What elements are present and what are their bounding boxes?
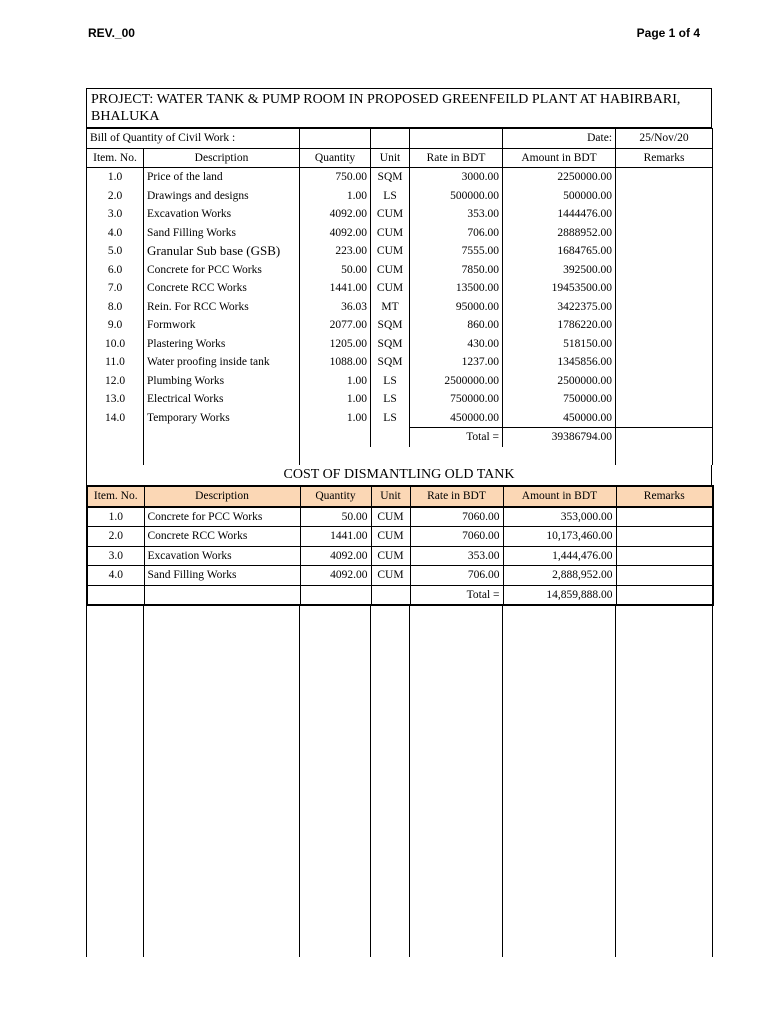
item-no: 11.0 xyxy=(87,353,144,372)
item-no: 5.0 xyxy=(87,242,144,261)
item-remarks xyxy=(616,409,713,428)
item-desc: Excavation Works xyxy=(144,546,300,566)
blank-row xyxy=(87,606,713,957)
item-unit: CUM xyxy=(371,566,410,586)
item-rate: 7060.00 xyxy=(410,527,503,547)
item-rate: 7555.00 xyxy=(410,242,503,261)
item-amount: 1786220.00 xyxy=(503,316,616,335)
dm-col-amount: Amount in BDT xyxy=(503,486,616,507)
item-desc: Concrete RCC Works xyxy=(144,279,300,298)
item-qty: 1441.00 xyxy=(300,527,371,547)
item-desc: Concrete RCC Works xyxy=(144,527,300,547)
item-amount: 2250000.00 xyxy=(503,168,616,187)
item-unit: CUM xyxy=(371,507,410,527)
item-unit: CUM xyxy=(371,242,410,261)
item-unit: CUM xyxy=(371,527,410,547)
item-unit: CUM xyxy=(371,224,410,243)
item-unit: SQM xyxy=(371,335,410,354)
item-qty: 750.00 xyxy=(300,168,371,187)
boq-sheet xyxy=(86,88,712,962)
item-amount: 750000.00 xyxy=(503,390,616,409)
dismantling-total-label: Total = xyxy=(410,585,503,605)
item-qty: 36.03 xyxy=(300,298,371,317)
item-no: 6.0 xyxy=(87,261,144,280)
civil-total-row xyxy=(87,428,713,447)
item-qty: 50.00 xyxy=(300,507,371,527)
item-amount: 3422375.00 xyxy=(503,298,616,317)
item-amount: 2500000.00 xyxy=(503,372,616,391)
date-label: Date: xyxy=(503,129,616,149)
dismantling-total-amount: 14,859,888.00 xyxy=(503,585,616,605)
project-title: PROJECT: WATER TANK & PUMP ROOM IN PROPOSED GREENFEILD PLANT AT HABIRBARI, BHALUKA xyxy=(87,89,712,128)
civil-total-label: Total = xyxy=(410,428,503,447)
col-remarks: Remarks xyxy=(616,148,713,168)
dm-col-rate: Rate in BDT xyxy=(410,486,503,507)
item-rate: 13500.00 xyxy=(410,279,503,298)
item-qty: 1.00 xyxy=(300,390,371,409)
item-qty: 2077.00 xyxy=(300,316,371,335)
item-desc: Sand Filling Works xyxy=(144,224,300,243)
item-rate: 430.00 xyxy=(410,335,503,354)
item-no: 2.0 xyxy=(87,527,144,547)
item-qty: 1088.00 xyxy=(300,353,371,372)
dismantling-item-row xyxy=(87,527,713,547)
item-no: 2.0 xyxy=(87,187,144,206)
item-qty: 1441.00 xyxy=(300,279,371,298)
item-desc: Formwork xyxy=(144,316,300,335)
dismantling-item-row xyxy=(87,546,713,566)
item-rate: 450000.00 xyxy=(410,409,503,428)
item-unit: CUM xyxy=(371,546,410,566)
item-amount: 500000.00 xyxy=(503,187,616,206)
item-unit: CUM xyxy=(371,205,410,224)
item-desc: Excavation Works xyxy=(144,205,300,224)
civil-item-row xyxy=(87,390,713,409)
revision-label: REV._00 xyxy=(88,26,135,40)
item-remarks xyxy=(616,390,713,409)
item-no: 3.0 xyxy=(87,205,144,224)
item-unit: MT xyxy=(371,298,410,317)
civil-item-row xyxy=(87,316,713,335)
item-amount: 10,173,460.00 xyxy=(503,527,616,547)
dismantling-header-row xyxy=(87,486,713,507)
blank-area-table xyxy=(86,606,713,957)
item-remarks xyxy=(616,527,713,547)
civil-total-amount: 39386794.00 xyxy=(503,428,616,447)
col-rate: Rate in BDT xyxy=(410,148,503,168)
item-desc: Plumbing Works xyxy=(144,372,300,391)
item-unit: LS xyxy=(371,409,410,428)
item-remarks xyxy=(616,507,713,527)
item-amount: 450000.00 xyxy=(503,409,616,428)
item-rate: 860.00 xyxy=(410,316,503,335)
civil-item-row xyxy=(87,372,713,391)
item-qty: 223.00 xyxy=(300,242,371,261)
civil-item-row xyxy=(87,279,713,298)
boq-header-row xyxy=(87,129,713,149)
item-no: 14.0 xyxy=(87,409,144,428)
civil-item-row xyxy=(87,224,713,243)
dm-col-description: Description xyxy=(144,486,300,507)
item-unit: CUM xyxy=(371,261,410,280)
item-desc: Plastering Works xyxy=(144,335,300,354)
item-remarks xyxy=(616,205,713,224)
item-desc: Water proofing inside tank xyxy=(144,353,300,372)
civil-spacer-row xyxy=(87,447,713,466)
dismantling-table xyxy=(86,485,714,606)
item-desc: Concrete for PCC Works xyxy=(144,507,300,527)
item-remarks xyxy=(616,187,713,206)
item-no: 13.0 xyxy=(87,390,144,409)
civil-item-row xyxy=(87,353,713,372)
item-qty: 50.00 xyxy=(300,261,371,280)
item-desc: Price of the land xyxy=(144,168,300,187)
col-unit: Unit xyxy=(371,148,410,168)
item-rate: 706.00 xyxy=(410,566,503,586)
item-remarks xyxy=(616,279,713,298)
item-no: 4.0 xyxy=(87,224,144,243)
item-rate: 3000.00 xyxy=(410,168,503,187)
civil-item-row xyxy=(87,187,713,206)
item-rate: 2500000.00 xyxy=(410,372,503,391)
item-amount: 1684765.00 xyxy=(503,242,616,261)
item-remarks xyxy=(616,224,713,243)
item-no: 12.0 xyxy=(87,372,144,391)
dismantling-items xyxy=(87,507,713,586)
civil-items xyxy=(87,168,713,428)
item-rate: 353.00 xyxy=(410,546,503,566)
item-amount: 19453500.00 xyxy=(503,279,616,298)
dm-col-quantity: Quantity xyxy=(300,486,371,507)
item-rate: 95000.00 xyxy=(410,298,503,317)
item-amount: 353,000.00 xyxy=(503,507,616,527)
dismantling-item-row xyxy=(87,566,713,586)
item-desc: Rein. For RCC Works xyxy=(144,298,300,317)
item-amount: 1444476.00 xyxy=(503,205,616,224)
item-rate: 500000.00 xyxy=(410,187,503,206)
item-no: 9.0 xyxy=(87,316,144,335)
item-no: 4.0 xyxy=(87,566,144,586)
col-item-no: Item. No. xyxy=(87,148,144,168)
item-remarks xyxy=(616,566,713,586)
item-amount: 1,444,476.00 xyxy=(503,546,616,566)
civil-works-table xyxy=(86,128,713,465)
item-remarks xyxy=(616,546,713,566)
item-unit: SQM xyxy=(371,353,410,372)
dm-col-unit: Unit xyxy=(371,486,410,507)
item-unit: LS xyxy=(371,187,410,206)
item-rate: 7060.00 xyxy=(410,507,503,527)
item-remarks xyxy=(616,335,713,354)
item-rate: 7850.00 xyxy=(410,261,503,280)
item-desc: Concrete for PCC Works xyxy=(144,261,300,280)
item-no: 3.0 xyxy=(87,546,144,566)
page-number: Page 1 of 4 xyxy=(636,26,700,40)
item-desc: Granular Sub base (GSB) xyxy=(144,242,300,261)
date-value: 25/Nov/20 xyxy=(616,129,713,149)
civil-item-row xyxy=(87,409,713,428)
item-rate: 706.00 xyxy=(410,224,503,243)
item-remarks xyxy=(616,261,713,280)
item-qty: 1205.00 xyxy=(300,335,371,354)
col-amount: Amount in BDT xyxy=(503,148,616,168)
civil-item-row xyxy=(87,335,713,354)
col-description: Description xyxy=(144,148,300,168)
item-no: 10.0 xyxy=(87,335,144,354)
item-remarks xyxy=(616,372,713,391)
item-qty: 1.00 xyxy=(300,372,371,391)
item-unit: CUM xyxy=(371,279,410,298)
item-no: 8.0 xyxy=(87,298,144,317)
item-qty: 4092.00 xyxy=(300,566,371,586)
civil-item-row xyxy=(87,168,713,187)
item-qty: 4092.00 xyxy=(300,224,371,243)
dm-col-item-no: Item. No. xyxy=(87,486,144,507)
item-qty: 1.00 xyxy=(300,187,371,206)
project-block xyxy=(86,88,712,128)
item-rate: 750000.00 xyxy=(410,390,503,409)
item-desc: Electrical Works xyxy=(144,390,300,409)
dm-col-remarks: Remarks xyxy=(616,486,713,507)
item-amount: 518150.00 xyxy=(503,335,616,354)
item-no: 1.0 xyxy=(87,168,144,187)
item-unit: LS xyxy=(371,372,410,391)
item-amount: 392500.00 xyxy=(503,261,616,280)
item-remarks xyxy=(616,316,713,335)
item-no: 7.0 xyxy=(87,279,144,298)
item-remarks xyxy=(616,298,713,317)
item-desc: Drawings and designs xyxy=(144,187,300,206)
dismantling-item-row xyxy=(87,507,713,527)
civil-item-row xyxy=(87,205,713,224)
item-amount: 1345856.00 xyxy=(503,353,616,372)
item-rate: 1237.00 xyxy=(410,353,503,372)
item-remarks xyxy=(616,168,713,187)
item-qty: 1.00 xyxy=(300,409,371,428)
item-unit: SQM xyxy=(371,168,410,187)
dismantling-total-row xyxy=(87,585,713,605)
civil-item-row xyxy=(87,298,713,317)
item-remarks xyxy=(616,242,713,261)
boq-label: Bill of Quantity of Civil Work : xyxy=(87,129,300,149)
item-unit: SQM xyxy=(371,316,410,335)
civil-item-row xyxy=(87,242,713,261)
civil-item-row xyxy=(87,261,713,280)
item-unit: LS xyxy=(371,390,410,409)
item-qty: 4092.00 xyxy=(300,546,371,566)
item-qty: 4092.00 xyxy=(300,205,371,224)
item-desc: Sand Filling Works xyxy=(144,566,300,586)
item-no: 1.0 xyxy=(87,507,144,527)
item-amount: 2,888,952.00 xyxy=(503,566,616,586)
item-amount: 2888952.00 xyxy=(503,224,616,243)
item-remarks xyxy=(616,353,713,372)
dismantling-title: COST OF DISMANTLING OLD TANK xyxy=(86,465,712,485)
col-quantity: Quantity xyxy=(300,148,371,168)
item-desc: Temporary Works xyxy=(144,409,300,428)
item-rate: 353.00 xyxy=(410,205,503,224)
column-header-row xyxy=(87,148,713,168)
